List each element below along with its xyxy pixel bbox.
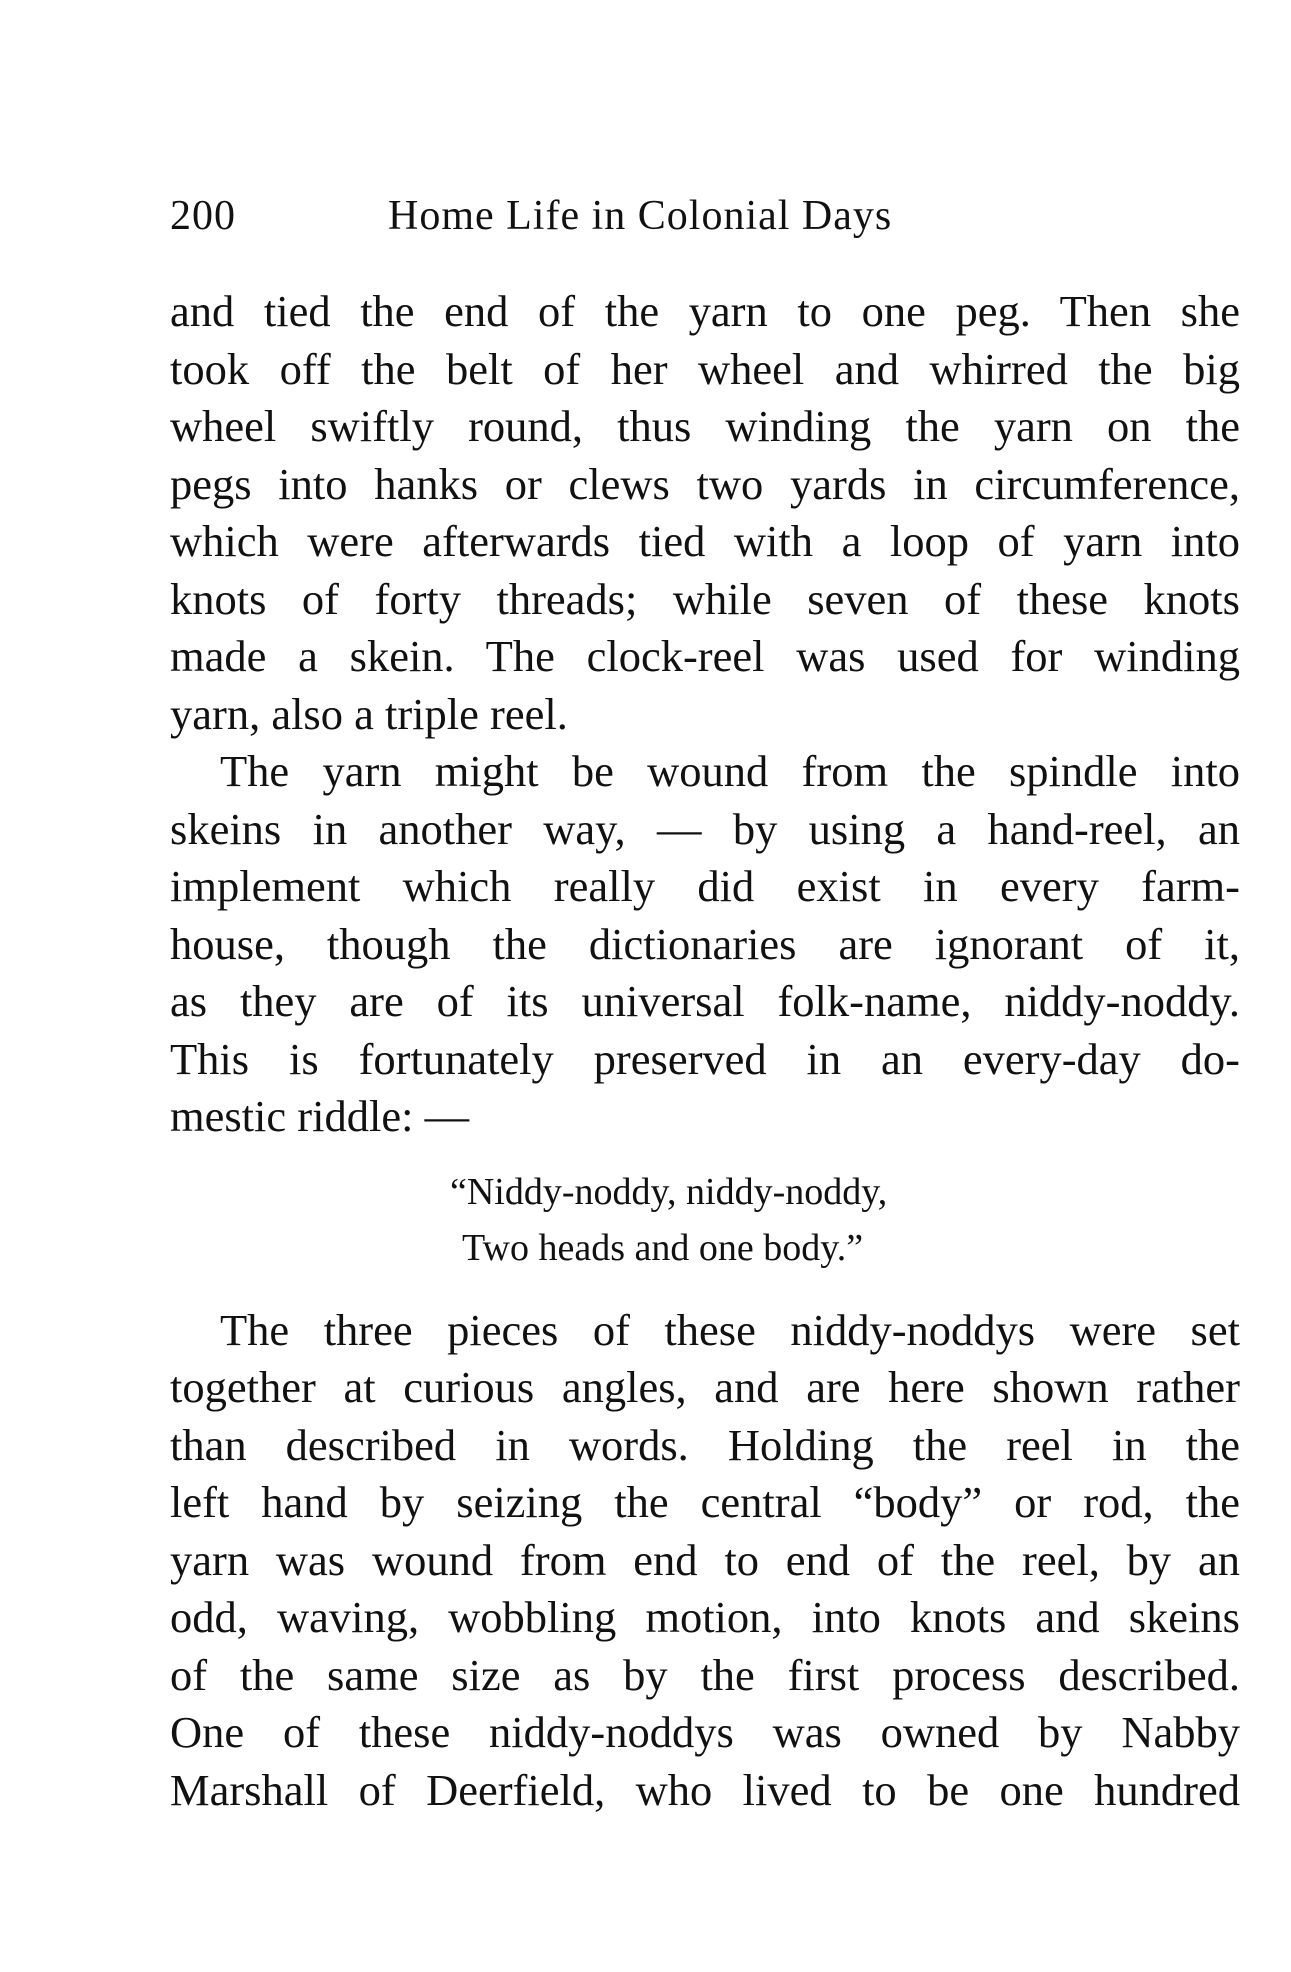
paragraph-1	[170, 283, 1240, 743]
text-line: knots of forty threads; while seven of these knots	[170, 573, 1240, 624]
body-text	[170, 283, 1240, 1819]
text-line: wheel swiftly round, thus winding the yarn on the	[170, 401, 1240, 451]
text-line: left hand by seizing the central “body” or rod, the	[170, 1477, 1240, 1527]
text-line: The yarn might be wound from the spindle into	[220, 746, 1240, 796]
text-line: pegs into hanks or clews two yards in circumference,	[170, 458, 1240, 509]
text-line: house, though the dictionaries are ignorant of it,	[170, 918, 1240, 969]
text-line: Marshall of Deerfield, who lived to be one hundred	[170, 1764, 1240, 1815]
verse-line: Two heads and one body.”	[462, 1226, 864, 1269]
text-line: mestic riddle: —	[170, 1091, 470, 1141]
text-line: yarn was wound from end to end of the reel, by an	[170, 1534, 1240, 1585]
text-line: yarn, also a triple reel.	[170, 688, 568, 739]
text-line: and tied the end of the yarn to one peg. Then she	[170, 286, 1240, 336]
text-line: One of these niddy-noddys was owned by Nabby	[170, 1707, 1240, 1757]
text-line: The three pieces of these niddy-noddys were set	[220, 1304, 1240, 1355]
text-line: of the same size as by the first process described.	[170, 1649, 1240, 1700]
text-line: than described in words. Holding the reel in the	[170, 1419, 1240, 1470]
page-number: 200	[170, 193, 236, 239]
text-line: made a skein. The clock-reel was used for winding	[170, 631, 1240, 681]
text-line: implement which really did exist in every farm-	[170, 861, 1240, 911]
text-line: odd, waving, wobbling motion, into knots and skeins	[170, 1592, 1240, 1642]
verse-line: “Niddy-noddy, niddy-noddy,	[450, 1170, 888, 1213]
text-line: as they are of its universal folk-name, niddy-noddy.	[170, 976, 1240, 1026]
running-title: Home Life in Colonial Days	[388, 193, 893, 239]
text-line: took off the belt of her wheel and whirred the big	[170, 343, 1240, 394]
text-line: This is fortunately preserved in an every-day do-	[170, 1033, 1240, 1084]
paragraph-2	[170, 743, 1240, 1146]
text-line: skeins in another way, — by using a hand-reel, an	[170, 803, 1240, 854]
text-line: which were afterwards tied with a loop of yarn into	[170, 516, 1240, 566]
riddle-verse	[170, 1164, 1240, 1276]
text-line: together at curious angles, and are here shown rather	[170, 1362, 1240, 1412]
running-head	[170, 186, 1130, 246]
paragraph-3	[170, 1302, 1240, 1820]
